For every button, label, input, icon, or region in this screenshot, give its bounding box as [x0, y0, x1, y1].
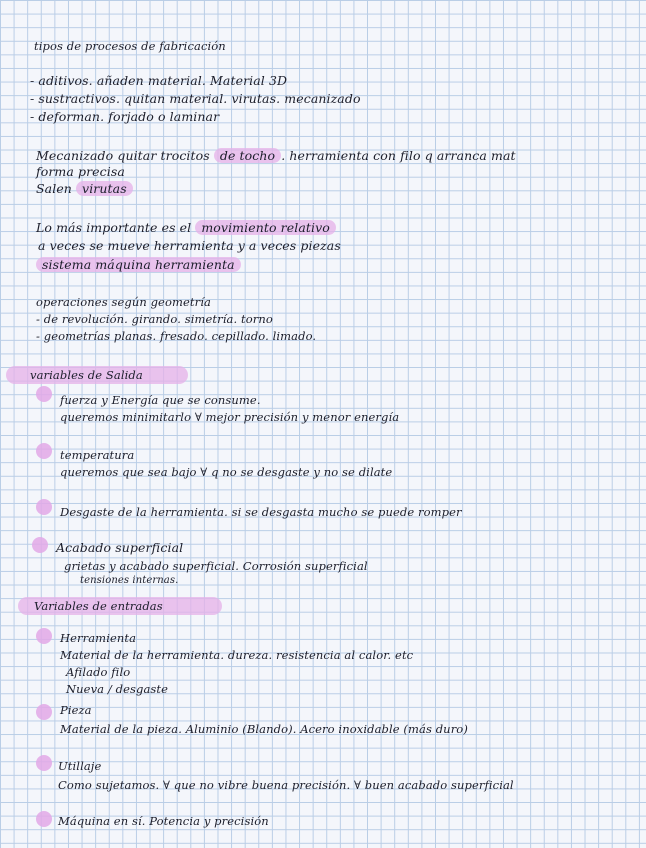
salida-desgaste: Desgaste de la herramienta. si se desgasta mucho se puede romper — [60, 505, 462, 519]
entradas-herramienta-material: Material de la herramienta. dureza. resistencia al calor. etc — [60, 648, 414, 662]
highlight-de-tocho: de tocho — [214, 148, 281, 163]
salida-temperatura: temperatura — [60, 448, 135, 462]
bullet-dot — [36, 386, 52, 402]
salida-acabado-tensiones: tensiones internas. — [80, 575, 179, 586]
bullet-dot — [36, 499, 52, 515]
mecanizado-text-end: . herramienta con filo q arranca mat — [281, 148, 516, 163]
entradas-herramienta-nueva: Nueva / desgaste — [66, 682, 169, 696]
bullet-dot — [32, 537, 48, 553]
salida-fuerza-detail: queremos minimitarlo ∀ mejor precisión y menor energía — [60, 410, 400, 424]
salen-text: Salen — [36, 181, 77, 196]
salida-heading: variables de Salida — [30, 368, 143, 382]
bullet-dot — [36, 628, 52, 644]
movimiento-line-3 — [36, 257, 241, 273]
entradas-utillaje: Utillaje — [58, 759, 102, 773]
salida-fuerza: fuerza y Energía que se consume. — [60, 393, 261, 407]
mecanizado-line-3 — [36, 181, 133, 197]
salida-acabado-detail: grietas y acabado superficial. Corrosión superficial — [64, 559, 368, 573]
salida-acabado: Acabado superficial — [56, 540, 184, 555]
highlight-movimiento-relativo: movimiento relativo — [195, 220, 336, 235]
intro-line-aditivos: - aditivos. añaden material. Material 3D — [30, 73, 288, 88]
operaciones-revolucion: - de revolución. girando. simetría. torno — [36, 312, 273, 326]
entradas-maquina: Máquina en sí. Potencia y precisión — [58, 814, 269, 828]
operaciones-planas: - geometrías planas. fresado. cepillado. limado. — [36, 329, 317, 343]
entradas-pieza: Pieza — [60, 703, 92, 717]
intro-line-sustractivos: - sustractivos. quitan material. virutas. mecanizado — [30, 91, 361, 106]
salida-temperatura-detail: queremos que sea bajo ∀ q no se desgaste y no se dilate — [60, 465, 393, 479]
movimiento-text: Lo más importante es el — [36, 220, 196, 235]
entradas-utillaje-detail: Como sujetamos. ∀ que no vibre buena precisión. ∀ buen acabado superficial — [58, 778, 514, 792]
operaciones-heading: operaciones según geometría — [36, 295, 211, 309]
bullet-dot — [36, 443, 52, 459]
bullet-dot — [36, 755, 52, 771]
entradas-herramienta: Herramienta — [60, 631, 137, 645]
movimiento-line-2: a veces se mueve herramienta y a veces piezas — [38, 238, 341, 253]
entradas-pieza-material: Material de la pieza. Aluminio (Blando). Acero inoxidable (más duro) — [60, 722, 468, 736]
mecanizado-text: Mecanizado quitar trocitos — [36, 148, 214, 163]
page-title: tipos de procesos de fabricación — [34, 39, 226, 53]
movimiento-line-1 — [36, 220, 336, 236]
mecanizado-line-2: forma precisa — [36, 164, 125, 179]
intro-line-deforman: - deforman. forjado o laminar — [30, 109, 220, 124]
highlight-sistema-maquina: sistema máquina herramienta — [36, 257, 241, 272]
highlight-virutas: virutas — [76, 181, 133, 196]
bullet-dot — [36, 811, 52, 827]
entradas-heading: Variables de entradas — [34, 599, 163, 613]
bullet-dot — [36, 704, 52, 720]
mecanizado-line-1 — [36, 148, 516, 164]
entradas-herramienta-afilado: Afilado filo — [66, 665, 131, 679]
